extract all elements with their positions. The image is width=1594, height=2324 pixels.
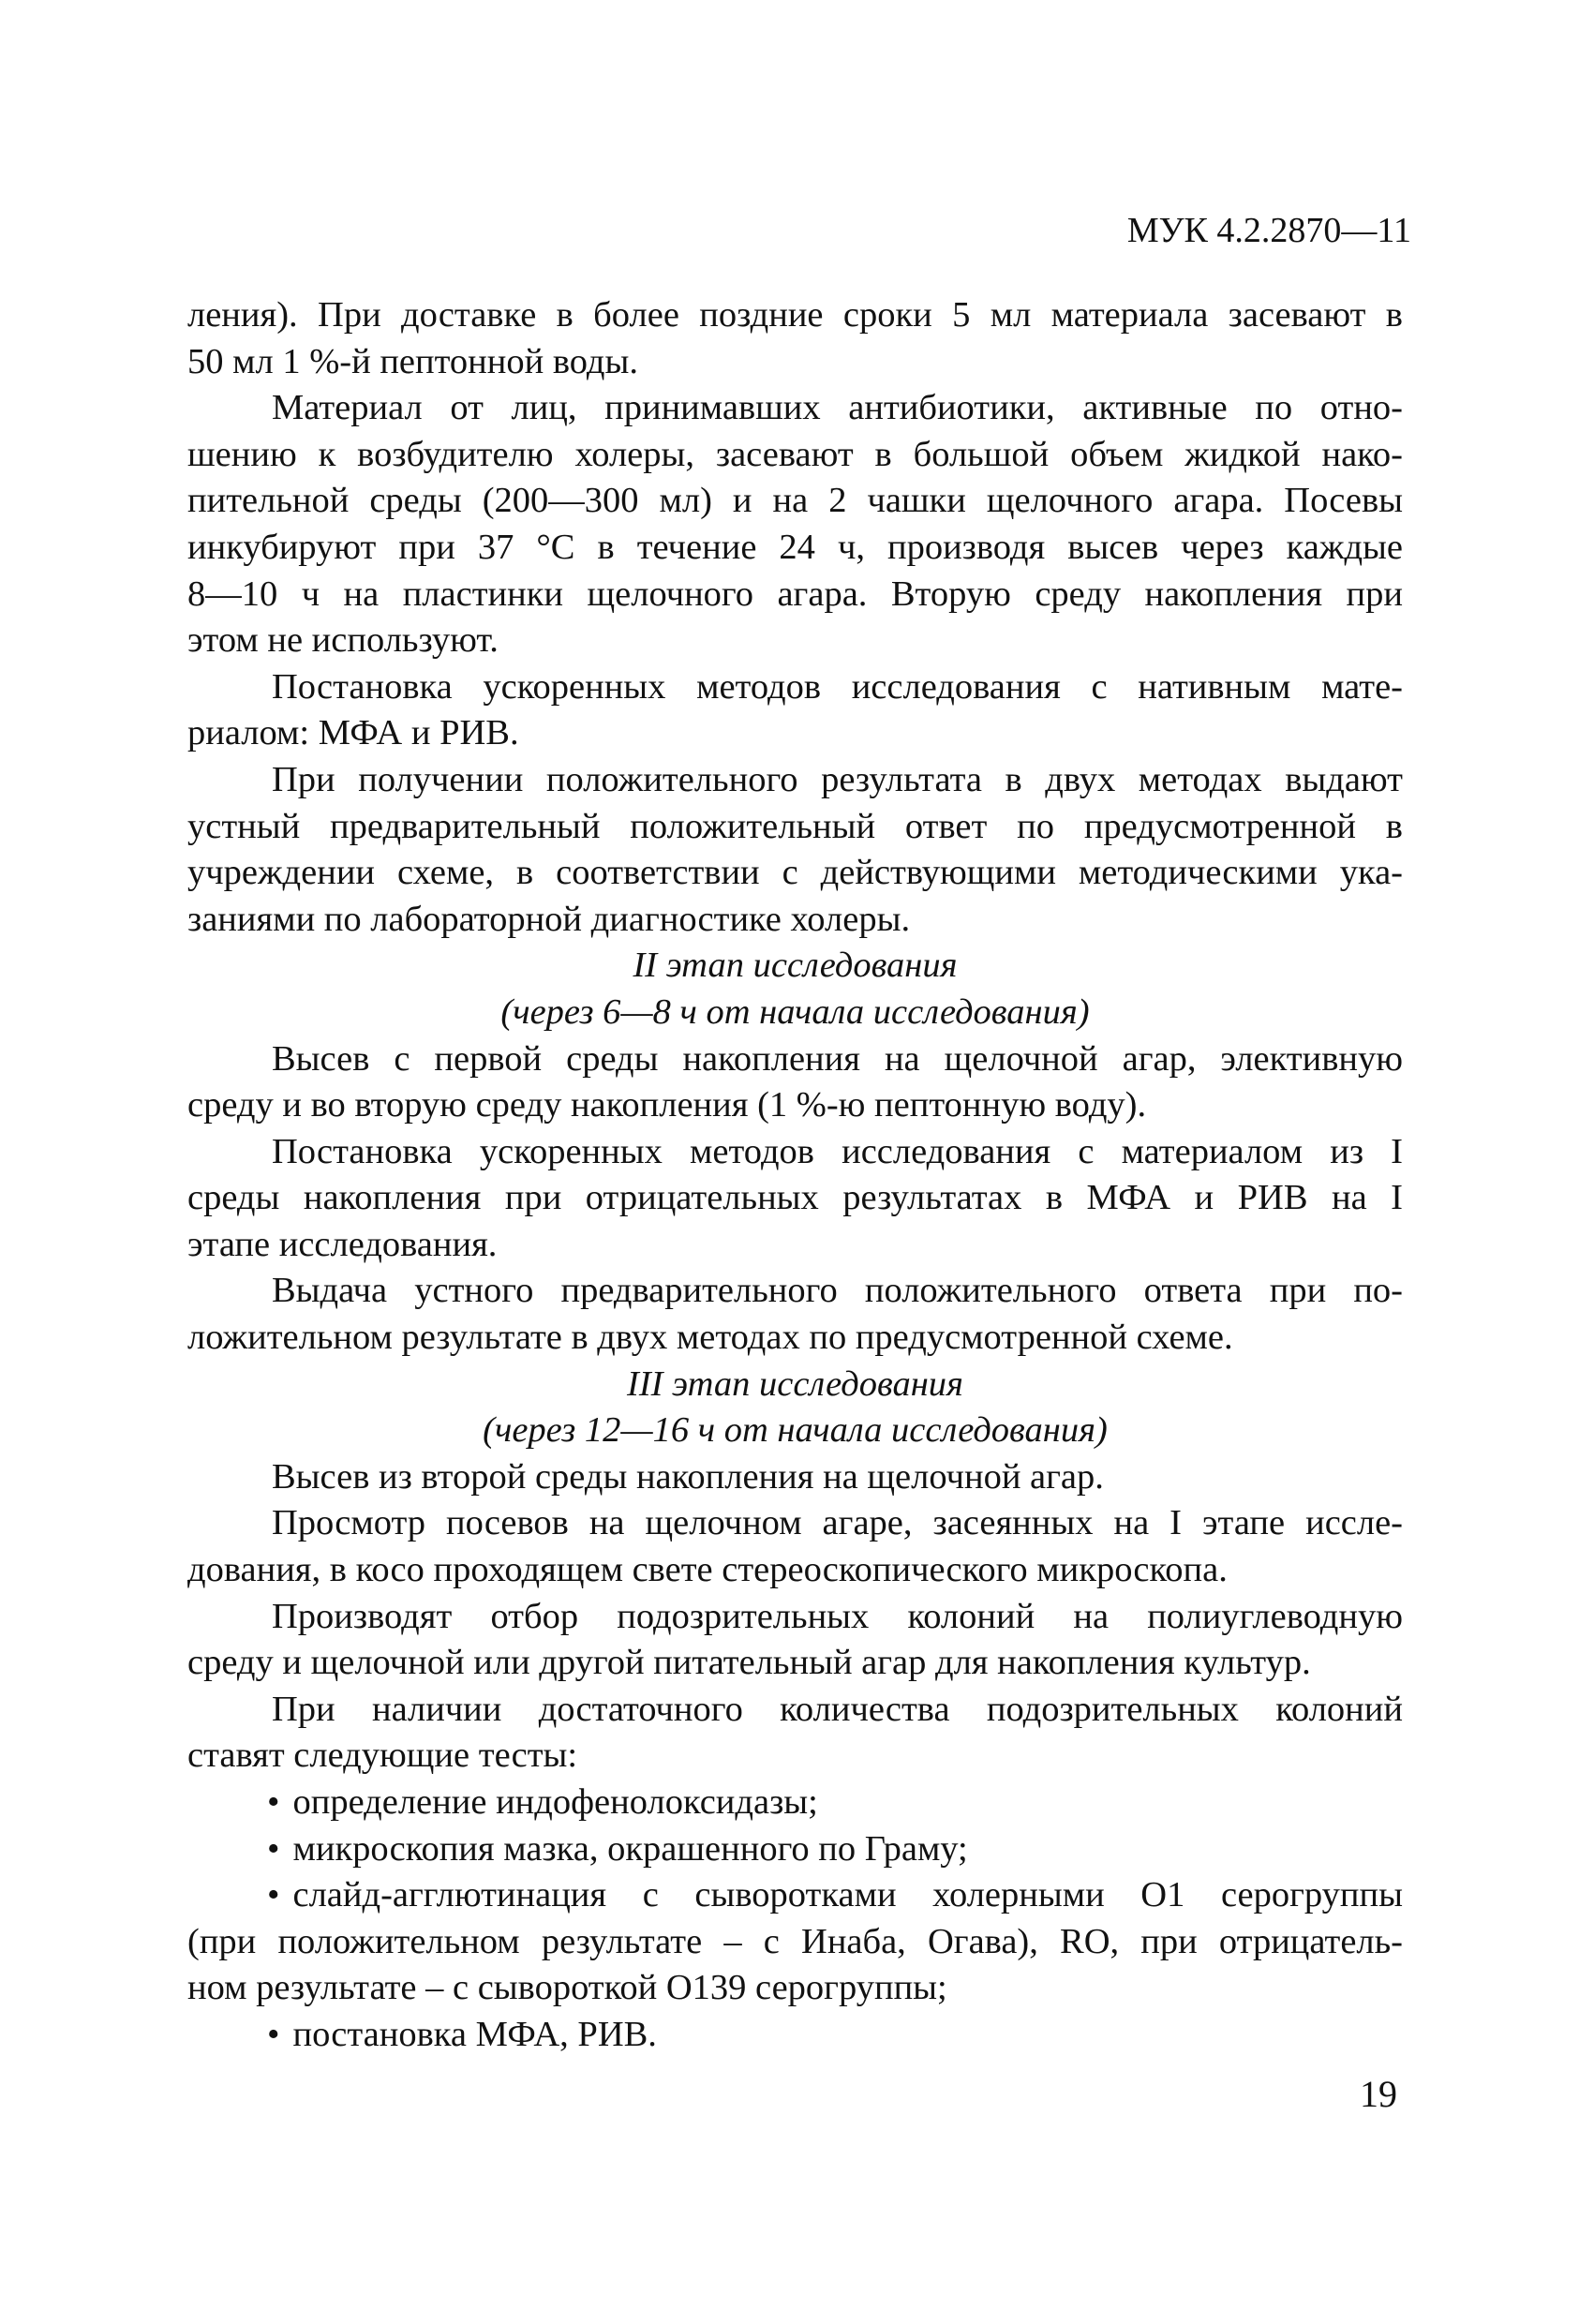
- list-item: [187, 1780, 1403, 1826]
- text-line: Постановка ускоренных методов исследования с материалом из I: [272, 1131, 1403, 1171]
- text-line: 50 мл 1 %-й пептонной воды.: [187, 341, 639, 381]
- paragraph: [187, 1268, 1403, 1361]
- text-line: риалом: МФА и РИВ.: [187, 713, 519, 753]
- text-line: этом не используют.: [187, 620, 499, 661]
- bullet-list: [187, 1780, 1403, 2059]
- text-line: устный предварительный положительный ответ по предусмотренной в: [187, 806, 1403, 846]
- text-line: среды накопления при отрицательных результатах в МФА и РИВ на I: [187, 1178, 1403, 1218]
- list-item-text: определение индофенолоксидазы;: [292, 1782, 818, 1822]
- text-line: инкубируют при 37 °С в течение 24 ч, производя высев через каждые: [187, 527, 1403, 567]
- text-line: учреждении схеме, в соответствии с действующими методическими ука-: [187, 853, 1403, 893]
- text-line: ставят следующие тесты:: [187, 1736, 578, 1776]
- text-line: ления). При доставке в более поздние сроки 5 мл материала засевают в: [187, 295, 1403, 335]
- text-line: (при положительном результате – с Инаба, Огава), RO, при отрицатель-: [187, 1921, 1403, 1961]
- text-line: дования, в косо проходящем свете стереоскопического микроскопа.: [187, 1550, 1228, 1590]
- paragraph: [187, 1129, 1403, 1269]
- text-line: При получении положительного результата в двух методах выдают: [272, 759, 1403, 799]
- document-code-header: МУК 4.2.2870—11: [1126, 211, 1411, 250]
- text-line: среду и щелочной или другой питательный агар для накопления культур.: [187, 1643, 1311, 1683]
- paragraph: [187, 385, 1403, 664]
- text-line: Производят отбор подозрительных колоний на полиуглеводную: [272, 1596, 1403, 1636]
- text-line: шению к возбудителю холеры, засевают в большой объем жидкой нако-: [187, 434, 1403, 474]
- text-line: [187, 2012, 1403, 2059]
- bullet-icon: •: [267, 1875, 280, 1915]
- paragraph: [187, 757, 1403, 943]
- text-line: Выдача устного предварительного положительного ответа при по-: [272, 1271, 1403, 1311]
- text-line: ном результате – с сывороткой О139 серогруппы;: [187, 1968, 947, 2008]
- body-text: [187, 292, 1403, 2059]
- page-number: 19: [1360, 2073, 1397, 2115]
- text-line: 8—10 ч на пластинки щелочного агара. Вторую среду накопления при: [187, 574, 1403, 614]
- text-line: При наличии достаточного количества подозрительных колоний: [272, 1689, 1403, 1729]
- text-line: Высев из второй среды накопления на щелочной агар.: [272, 1456, 1104, 1497]
- text-line: пительной среды (200—300 мл) и на 2 чашки щелочного агара. Посевы: [187, 481, 1403, 521]
- list-item: [187, 1826, 1403, 1873]
- paragraph: [187, 664, 1403, 757]
- text-line: Просмотр посевов на щелочном агаре, засеянных на I этапе иссле-: [272, 1503, 1403, 1543]
- text-line: Высев с первой среды накопления на щелочной агар, элективную: [272, 1038, 1403, 1079]
- text-line: [187, 1826, 1403, 1873]
- list-item: [187, 1872, 1403, 2012]
- bullet-icon: •: [267, 2014, 280, 2054]
- bullet-icon: •: [267, 1782, 280, 1822]
- list-item-text: постановка МФА, РИВ.: [292, 2014, 657, 2054]
- paragraph: [187, 1454, 1403, 1501]
- section-heading: II этап исследования: [633, 946, 958, 986]
- text-line: Постановка ускоренных методов исследования с нативным мате-: [272, 666, 1403, 707]
- section-subheading: (через 6—8 ч от начала исследования): [500, 991, 1090, 1032]
- text-line: [187, 1872, 1403, 1919]
- bullet-icon: •: [267, 1828, 280, 1869]
- list-item: [187, 2012, 1403, 2059]
- paragraph: [187, 1500, 1403, 1593]
- paragraph: [187, 1594, 1403, 1687]
- paragraph: [187, 292, 1403, 385]
- section-subheading: (через 12—16 ч от начала исследования): [483, 1410, 1108, 1451]
- paragraph: [187, 1036, 1403, 1129]
- text-line: [187, 1780, 1403, 1826]
- text-line: ложительном результате в двух методах по предусмотренной схеме.: [187, 1318, 1233, 1358]
- text-line: заниями по лабораторной диагностике холеры.: [187, 899, 911, 939]
- list-item-text: слайд-агглютинация с сыворотками холерными О1 серогруппы: [292, 1875, 1403, 1915]
- list-item-text: микроскопия мазка, окрашенного по Граму;: [292, 1828, 968, 1869]
- section-heading: III этап исследования: [627, 1363, 963, 1404]
- text-line: среду и во вторую среду накопления (1 %-ю пептонную воду).: [187, 1085, 1147, 1125]
- text-line: Материал от лиц, принимавших антибиотики, активные по отно-: [272, 388, 1403, 428]
- paragraph: [187, 1687, 1403, 1780]
- text-line: этапе исследования.: [187, 1224, 498, 1264]
